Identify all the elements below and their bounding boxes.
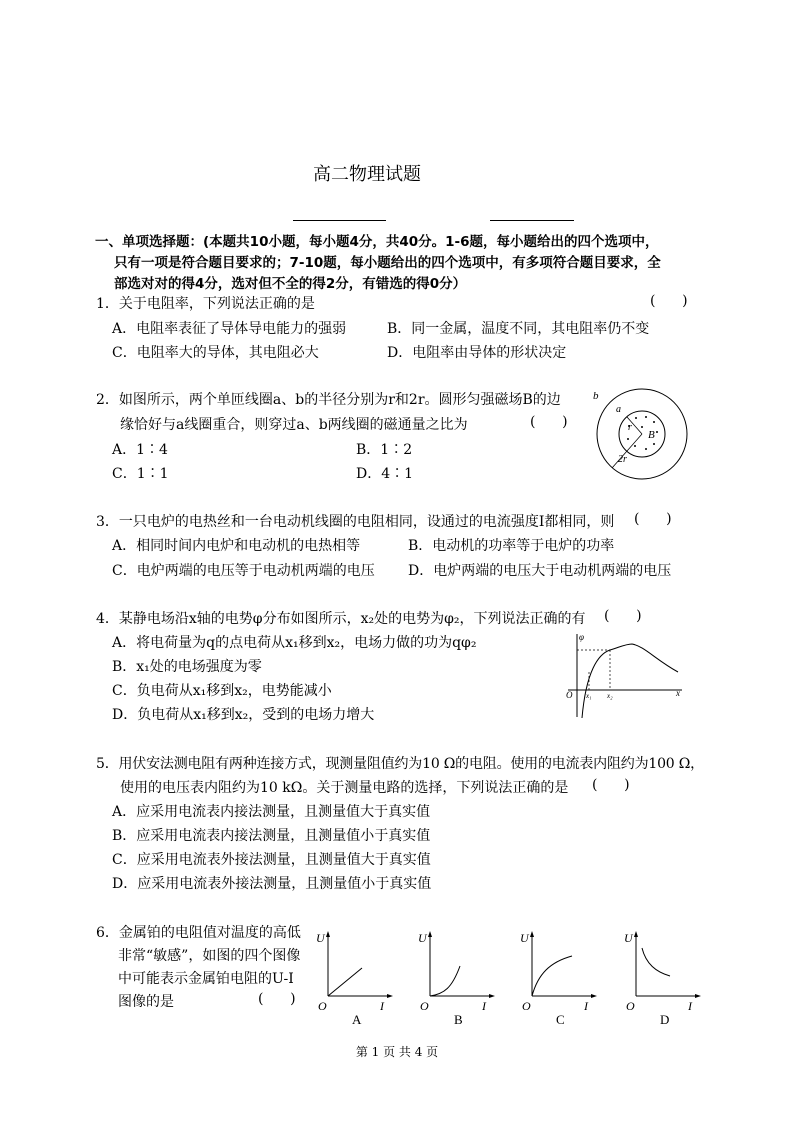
q4-option-b: B．x₁处的电场强度为零 [112,659,262,675]
q5-stem-1: 5．用伏安法测电阻有两种连接方式，现测量阻值约为10 Ω的电阻。使用的电流表内阻约为100 Ω， [96,756,704,772]
potential-curve [582,644,678,718]
graph-label: D [660,1012,670,1027]
ui-curve [430,966,460,996]
graph-label: A [352,1012,362,1027]
label-O: O [318,999,327,1013]
i-arrow [591,994,597,998]
q5-paren: ( ) [592,777,630,793]
q1-option-a: A．电阻率表征了导体导电能力的强弱 [112,321,347,337]
graph-label: C [556,1012,565,1027]
q2-option-a: A．1∶4 [112,442,168,458]
q3-option-d: D．电炉两端的电压大于电动机两端的电压 [408,563,672,579]
q5-option-b: B．应采用电流表内接法测量，且测量值小于真实值 [112,828,431,844]
label-origin: O [566,690,573,700]
page-footer: 第 1 页 共 4 页 [355,1045,439,1059]
q6-stem-4: 图像的是 [118,994,174,1010]
label-I: I [482,999,486,1013]
radius-2r-line [612,434,642,468]
label-x1: x₁ [586,692,592,700]
q6-graph-d [624,928,704,1028]
q1-paren: ( ) [650,293,688,309]
i-arrow [489,994,495,998]
label-B: B [648,429,655,441]
label-phi: φ [579,632,584,642]
label-U: U [624,931,633,945]
label-x: x [676,688,680,698]
q3-option-c: C．电炉两端的电压等于电动机两端的电压 [112,563,375,579]
q2-option-c: C．1∶1 [112,466,169,482]
label-U: U [520,931,529,945]
q3-paren: ( ) [634,511,672,527]
q2-coils-figure [588,384,694,484]
graph-label: B [454,1012,463,1027]
q6-stem-2: 非常“敏感”，如图的四个图像 [118,948,301,964]
q1-option-c: C．电阻率大的导体，其电阻必大 [112,345,319,361]
q2-stem-2: 缘恰好与a线圈重合，则穿过a、b两线圈的磁通量之比为 [120,417,468,433]
label-a: a [616,404,621,415]
label-I: I [688,999,692,1013]
q4-option-a: A．将电荷量为q的点电荷从x₁移到x₂，电场力做的功为qφ₂ [112,635,477,651]
q4-option-c: C．负电荷从x₁移到x₂，电势能减小 [112,683,332,699]
ui-curve [328,968,362,996]
label-I: I [380,999,384,1013]
q3-stem: 3．一只电炉的电热丝和一台电动机线圈的电阻相同，设通过的电流强度I都相同，则 [96,514,615,530]
q4-paren: ( ) [604,608,642,624]
q4-potential-graph [560,632,686,720]
label-r: r [628,422,632,433]
q4-option-d: D．负电荷从x₁移到x₂，受到的电场力增大 [112,707,375,723]
label-U: U [418,931,427,945]
q6-stem-3: 中可能表示金属铂电阻的U-I [118,971,294,987]
q2-paren: ( ) [530,414,568,430]
label-O: O [522,999,531,1013]
q6-graph-a [316,928,396,1028]
label-O: O [420,999,429,1013]
q2-stem-1: 2．如图所示，两个单匝线圈a、b的半径分别为r和2r。圆形匀强磁场B的边 [96,392,561,408]
i-arrow [387,994,393,998]
label-2r: 2r [618,454,627,465]
label-x2: x₂ [607,692,613,700]
q6-graph-c [520,928,600,1028]
q1-option-b: B．同一金属，温度不同，其电阻率仍不变 [387,321,650,337]
q5-option-d: D．应采用电流表外接法测量，且测量值小于真实值 [112,876,432,892]
q5-stem-2: 使用的电压表内阻约为10 kΩ。关于测量电路的选择，下列说法正确的是 [120,780,569,796]
q5-option-a: A．应采用电流表内接法测量，且测量值大于真实值 [112,804,431,820]
ui-curve [642,948,670,976]
label-I: I [584,999,588,1013]
q3-option-a: A．相同时间内电炉和电动机的电热相等 [112,538,361,554]
name-blank-2 [490,220,574,221]
q6-stem-1: 6．金属铂的电阻值对温度的高低 [96,925,301,941]
u-arrow [428,931,432,937]
q1-option-d: D．电阻率由导体的形状决定 [387,345,567,361]
label-b: b [593,390,599,402]
q6-paren: ( ) [258,991,296,1007]
label-U: U [316,931,325,945]
q4-stem: 4．某静电场沿x轴的电势φ分布如图所示，x₂处的电势为φ₂，下列说法正确的有 [96,611,586,627]
q2-option-b: B．1∶2 [356,442,413,458]
u-arrow [326,931,330,937]
u-arrow [530,931,534,937]
section-instructions [95,232,714,295]
i-arrow [695,994,701,998]
ui-curve [532,956,572,996]
section-line-3: 部选对对的得4分，选对但不全的得2分，有错选的得0分） [114,276,467,292]
name-blank-1 [293,220,386,221]
q2-option-d: D．4∶1 [356,466,414,482]
q5-option-c: C．应采用电流表外接法测量，且测量值大于真实值 [112,852,431,868]
label-O: O [626,999,635,1013]
section-head: 一、单项选择题：(本题共10小题，每小题4分，共40分。1-6题，每小题给出的四个选项中， [95,234,659,250]
q1-stem: 1．关于电阻率，下列说法正确的是 [96,296,315,312]
section-line-2: 只有一项是符合题目要求的；7-10题，每小题给出的四个选项中，有多项符合题目要求，全 [114,255,661,271]
q6-graph-b [418,928,498,1028]
page-title: 高二物理试题 [313,164,421,185]
u-arrow [634,931,638,937]
q3-option-b: B．电动机的功率等于电炉的功率 [408,538,615,554]
